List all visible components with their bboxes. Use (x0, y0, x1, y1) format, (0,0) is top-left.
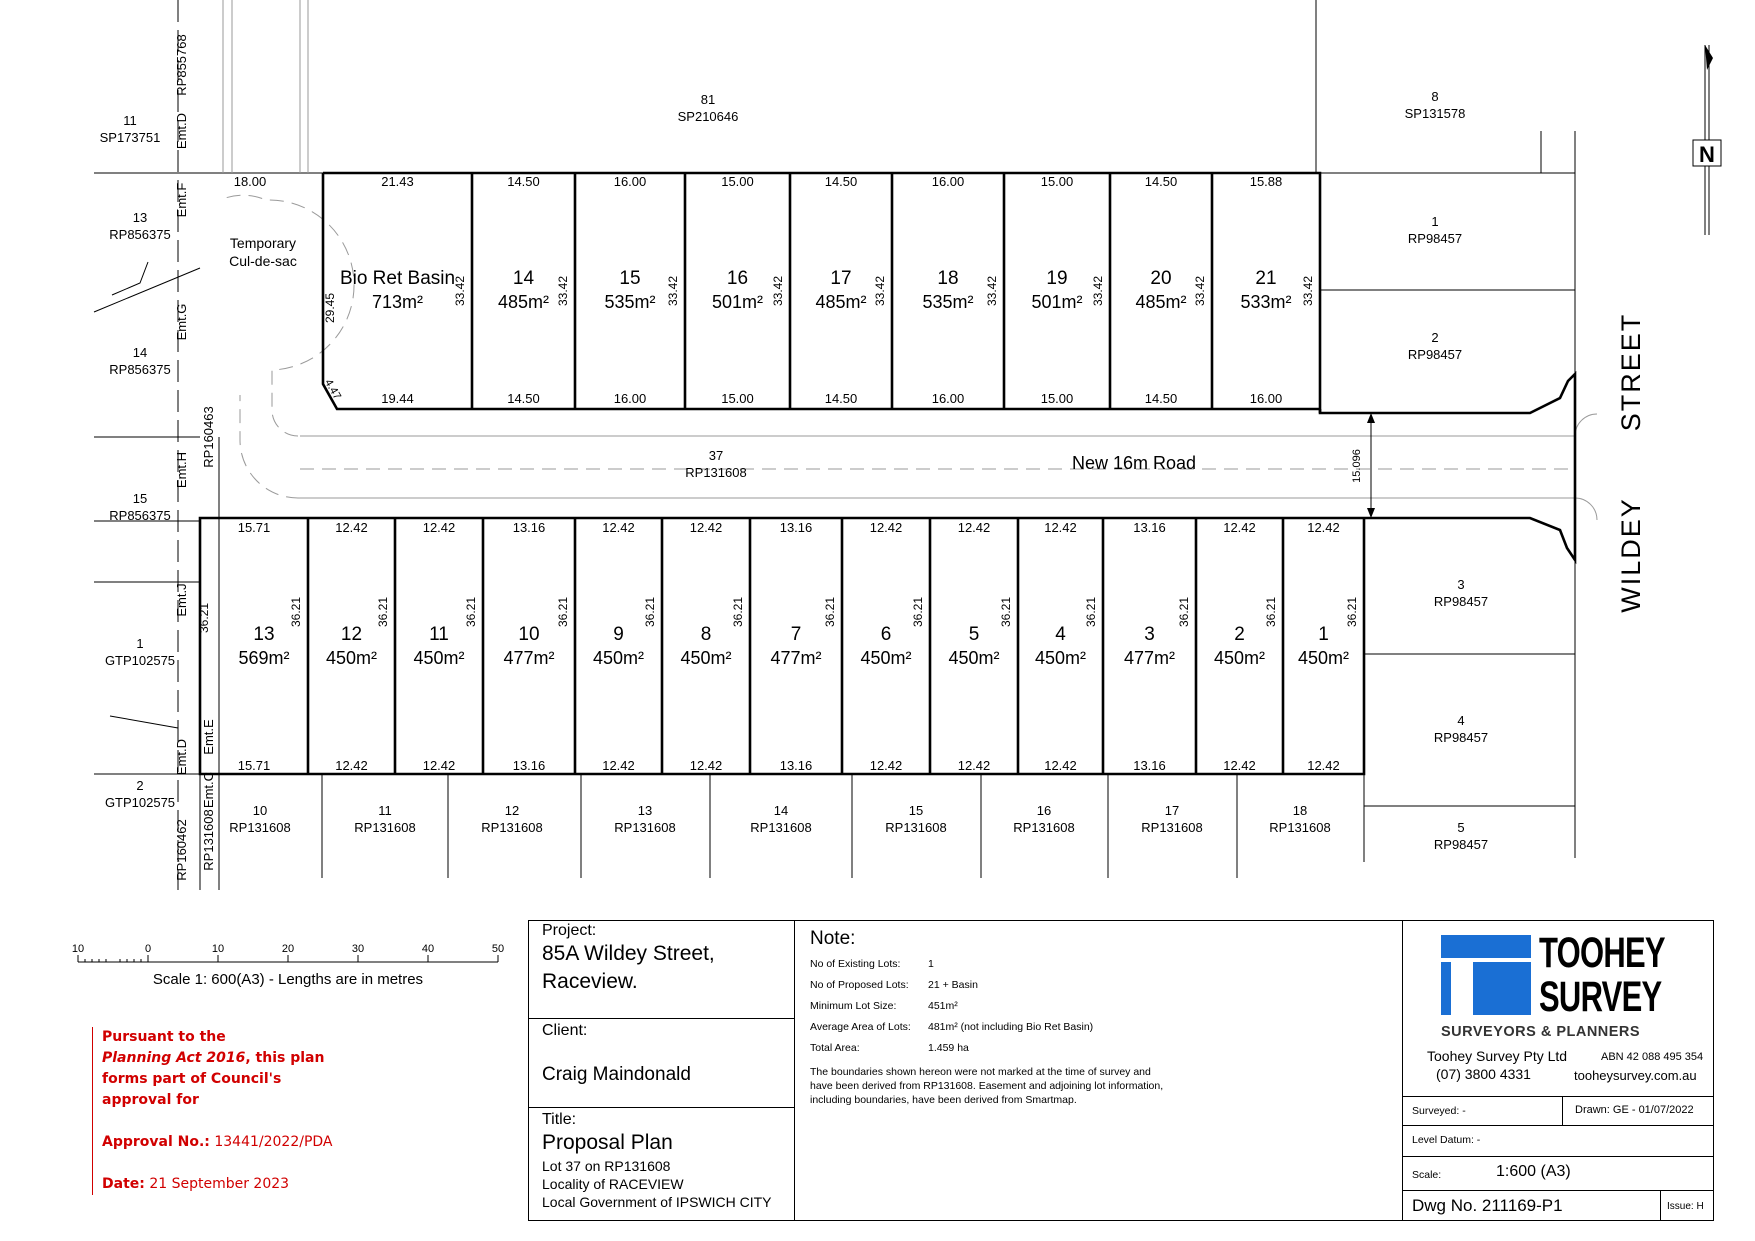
culdesac-label-2: Cul-de-sac (229, 253, 297, 269)
scale-caption: Scale 1: 600(A3) - Lengths are in metres (152, 971, 424, 988)
south-lot-plan: RP131608 (481, 820, 543, 835)
lot-boundaries (200, 173, 1575, 774)
north-label: N (1699, 142, 1715, 167)
neighbour-plan: RP856375 (109, 227, 171, 242)
south-lot-plan: RP131608 (1013, 820, 1075, 835)
project-line-2: Raceview. (542, 970, 638, 993)
lot-rear-dimension: 15.00 (1040, 391, 1074, 406)
lot-rear-dimension: 12.42 (1044, 758, 1077, 773)
lot-frontage: 15.71 (237, 520, 271, 535)
south-lot-number: 15 (908, 803, 924, 818)
culdesac-label-1: Temporary (229, 235, 297, 251)
lot-depth: 33.42 (985, 275, 999, 307)
lot-frontage: 13.16 (779, 520, 813, 535)
top-lot-labels (340, 174, 1315, 406)
lot-frontage: 12.42 (1223, 520, 1256, 535)
lot-frontage: 16.00 (613, 174, 647, 189)
lot-number: 8 (700, 624, 712, 645)
lot-number: 17 (830, 268, 852, 289)
lot-frontage: 12.42 (335, 520, 368, 535)
south-lot-labels (229, 803, 1330, 835)
approval-line-2: , this plan (245, 1050, 325, 1066)
south-lot-plan: RP131608 (1269, 820, 1331, 835)
note-paragraph-3: including boundaries, have been derived from Smartmap. (810, 1094, 1077, 1106)
label-rp160463: RP160463 (201, 406, 216, 468)
lot-frontage: 14.50 (824, 174, 858, 189)
road-lot-plan: RP131608 (685, 465, 747, 480)
lot-area: 450m² (860, 648, 912, 668)
south-lot-plan: RP131608 (750, 820, 812, 835)
street-name-street: STREET (1616, 312, 1646, 432)
lot-rear-dimension: 12.42 (869, 758, 903, 773)
lot-rear-dimension: 16.00 (613, 391, 647, 406)
lot-area: 477m² (503, 648, 555, 668)
label-emt-d-top: Emt.D (174, 112, 189, 150)
neighbour-lot-number: 14 (132, 345, 148, 360)
label-rp160462: RP160462 (174, 819, 189, 881)
note-value: 1.459 ha (928, 1042, 969, 1054)
lot-rear-dimension: 16.00 (1249, 391, 1283, 406)
south-lot-number: 14 (773, 803, 789, 818)
lot-depth: 36.21 (999, 596, 1013, 628)
lot-rear-dimension: 14.50 (824, 391, 858, 406)
title-label: Title: (542, 1111, 577, 1128)
neighbour-plan: RP856375 (109, 508, 171, 523)
lot-frontage: 16.00 (931, 174, 965, 189)
neighbour-lot-number: 3 (1457, 577, 1465, 592)
client-label: Client: (542, 1022, 588, 1039)
divider (1660, 1190, 1661, 1221)
divider (1402, 1125, 1714, 1126)
lot-depth: 36.21 (376, 596, 390, 628)
basin-corner: 4.47 (322, 377, 344, 402)
neighbour-lot-number: 1 (1431, 214, 1439, 229)
scale-tick-label: 0 (144, 943, 152, 955)
neighbour-plan: SP173751 (99, 130, 161, 145)
road-width: 15.096 (1351, 449, 1363, 483)
south-lot-number: 18 (1292, 803, 1308, 818)
divider (528, 1018, 795, 1019)
lot-number: 7 (790, 624, 802, 645)
lot-rear-dimension: 12.42 (602, 758, 635, 773)
company-phone: (07) 3800 4331 (1436, 1066, 1531, 1082)
lot-area: 450m² (1034, 648, 1087, 668)
company-website: tooheysurvey.com.au (1574, 1068, 1697, 1083)
lot-area: 713m² (371, 292, 424, 312)
scale-value: 1:600 (A3) (1496, 1163, 1571, 1180)
scale-tick-label: 20 (281, 943, 295, 955)
divider (528, 1107, 795, 1108)
neighbour-lot-number: 4 (1457, 713, 1465, 728)
south-lot-number: 16 (1036, 803, 1052, 818)
lot-number: Bio Ret Basin (339, 268, 456, 289)
lot-frontage: 12.42 (602, 520, 635, 535)
lot-area: 501m² (1031, 292, 1083, 312)
lot-rear-dimension: 15.00 (721, 391, 754, 406)
lot-depth: 36.21 (1177, 596, 1191, 628)
scale-label: Scale: (1412, 1169, 1442, 1181)
road-name: New 16m Road (1071, 453, 1197, 473)
lot-frontage: 14.50 (1144, 174, 1178, 189)
divider (1402, 1156, 1714, 1157)
lot-frontage: 15.00 (1040, 174, 1074, 189)
note-key: No of Proposed Lots: (810, 979, 909, 991)
lot-area: 450m² (1297, 648, 1350, 668)
lot-depth: 36.21 (1264, 596, 1278, 628)
lot-frontage: 12.42 (1044, 520, 1077, 535)
lot-rear-dimension: 15.71 (237, 758, 271, 773)
lot-number: 13 (253, 624, 275, 645)
neighbour-lot-number: 2 (136, 778, 144, 793)
company-abn: ABN 42 088 495 354 (1601, 1051, 1704, 1063)
label-emt-f: Emt.F (174, 182, 189, 218)
lot-depth: 33.42 (453, 275, 467, 307)
scale-tick-label: 30 (351, 943, 365, 955)
lot-frontage: 14.50 (507, 174, 540, 189)
lot-depth: 33.42 (556, 275, 570, 307)
lot-number: 4 (1055, 624, 1066, 645)
label-emt-j: Emt.J (174, 583, 189, 617)
road-width-arrow (1367, 413, 1375, 518)
lot-rear-dimension: 12.42 (689, 758, 723, 773)
note-label: Note: (810, 928, 856, 949)
lot-depth: 33.42 (1301, 275, 1315, 307)
south-lot-number: 13 (637, 803, 653, 818)
lot-rear-dimension: 12.42 (1223, 758, 1256, 773)
lot-frontage: 12.42 (689, 520, 723, 535)
lot-number: 1 (1318, 624, 1329, 645)
lot-rear-dimension: 13.16 (512, 758, 546, 773)
note-key: Total Area: (810, 1042, 860, 1054)
issue-field: Issue: H (1667, 1201, 1704, 1212)
label-emt-e: Emt.E (201, 719, 216, 755)
lot-number: 10 (518, 624, 540, 645)
council-approval-stamp (92, 1027, 333, 1195)
lot-number: 14 (512, 268, 535, 289)
approval-no-value: 13441/2022/PDA (214, 1134, 333, 1150)
lot-frontage: 13.16 (1133, 520, 1166, 535)
lot-frontage: 21.43 (381, 174, 414, 189)
lot-rear-dimension: 13.16 (779, 758, 813, 773)
lot-frontage: 15.88 (1249, 174, 1283, 189)
label-rp855768: RP855768 (174, 34, 189, 96)
approval-line-4: approval for (102, 1092, 199, 1108)
divider (1402, 920, 1403, 1221)
lot-number: 16 (726, 268, 749, 289)
south-lot-number: 12 (504, 803, 520, 818)
title-sub-2: Locality of RACEVIEW (542, 1176, 684, 1192)
label-emt-g: Emt.G (174, 303, 189, 341)
lot-frontage: 13.16 (512, 520, 546, 535)
lot-area: 535m² (604, 292, 656, 312)
lot-number: 18 (937, 268, 959, 289)
drawing-number: Dwg No. 211169-P1 (1412, 1196, 1563, 1215)
lot-number: 3 (1144, 624, 1155, 645)
company-wordmark-2: SURVEY (1539, 973, 1662, 1021)
south-lot-plan: RP131608 (229, 820, 291, 835)
lot-number: 12 (340, 624, 363, 645)
lot-depth: 36.21 (823, 596, 837, 628)
culdesac-width: 18.00 (233, 174, 267, 189)
lot-area: 485m² (1135, 292, 1187, 312)
lot-area: 477m² (770, 648, 822, 668)
lot-area: 533m² (1240, 292, 1292, 312)
approval-no-label: Approval No.: (102, 1134, 210, 1150)
neighbour-lot-number: 15 (132, 491, 148, 506)
note-value: 481m² (not including Bio Ret Basin) (928, 1021, 1094, 1033)
title-sub-3: Local Government of IPSWICH CITY (542, 1194, 772, 1210)
drawing-title: Proposal Plan (542, 1131, 673, 1154)
lot-rear-dimension: 16.00 (931, 391, 965, 406)
note-value: 451m² (928, 1000, 958, 1012)
lot-frontage: 12.42 (422, 520, 456, 535)
south-lot-plan: RP131608 (885, 820, 947, 835)
neighbour-plan: RP856375 (109, 362, 171, 377)
lot-rear-dimension: 12.42 (1307, 758, 1340, 773)
scale-bar (72, 943, 504, 962)
lot-depth: 36.21 (643, 596, 657, 628)
note-value: 1 (928, 958, 934, 970)
scale-tick-label: 10 (211, 943, 225, 955)
boundary-linework (94, 0, 1575, 890)
project-label: Project: (542, 922, 597, 939)
neighbour-plan: RP98457 (1433, 837, 1489, 852)
surveyed-field: Surveyed: - (1412, 1105, 1466, 1117)
note-paragraph-1: The boundaries shown hereon were not marked at the time of survey and (810, 1066, 1151, 1078)
note-paragraph-2: have been derived from RP131608. Easement and adjoining lot information, (810, 1080, 1164, 1092)
neighbour-plan: GTP102575 (104, 653, 176, 668)
drawn-field: Drawn: GE - 01/07/2022 (1575, 1104, 1694, 1116)
north-arrow-icon (1693, 45, 1721, 235)
note-key: No of Existing Lots: (810, 958, 901, 970)
note-key: Average Area of Lots: (810, 1021, 911, 1033)
lot-number: 6 (880, 624, 892, 645)
lot-frontage: 12.42 (869, 520, 903, 535)
lot-number: 9 (613, 624, 624, 645)
street-name-wildey: WILDEY (1616, 497, 1646, 613)
neighbour-plan: RP98457 (1433, 594, 1489, 609)
client-name: Craig Maindonald (542, 1064, 691, 1085)
lot-area: 450m² (592, 648, 645, 668)
lot-depth: 36.21 (911, 596, 925, 628)
lot-side-depth: 36.21 (197, 602, 211, 634)
south-lot-plan: RP131608 (1141, 820, 1203, 835)
lot-depth: 33.42 (666, 275, 680, 307)
company-logo (1441, 935, 1531, 1015)
neighbour-lot-number: 13 (132, 210, 148, 225)
lot-depth: 33.42 (1091, 275, 1105, 307)
lot-frontage: 15.00 (721, 174, 754, 189)
lot-number: 20 (1150, 268, 1172, 289)
note-key: Minimum Lot Size: (810, 1000, 897, 1012)
label-emt-d: Emt.D (174, 738, 189, 776)
lot-number: 11 (429, 624, 449, 645)
company-name: Toohey Survey Pty Ltd (1427, 1048, 1568, 1064)
divider (1562, 1096, 1563, 1125)
lot-number: 2 (1234, 624, 1245, 645)
neighbour-lot-number: 5 (1457, 820, 1465, 835)
lot-area: 485m² (815, 292, 867, 312)
lot-area: 569m² (238, 648, 290, 668)
title-sub-1: Lot 37 on RP131608 (542, 1158, 671, 1174)
lot-rear-dimension: 12.42 (422, 758, 456, 773)
lot-rear-dimension: 13.16 (1133, 758, 1166, 773)
lot-depth: 36.21 (289, 596, 303, 628)
scale-tick-label: 50 (491, 943, 505, 955)
approval-line-3: forms part of Council's (102, 1071, 282, 1087)
lot-number: 19 (1046, 268, 1068, 289)
approval-date-label: Date: (102, 1176, 145, 1192)
neighbour-plan: RP98457 (1407, 347, 1463, 362)
level-datum-field: Level Datum: - (1412, 1134, 1481, 1146)
south-lot-number: 17 (1164, 803, 1180, 818)
scale-tick-label: 40 (421, 943, 435, 955)
lot-rear-dimension: 14.50 (507, 391, 540, 406)
lot-number: 21 (1255, 268, 1277, 289)
bottom-lot-labels (197, 520, 1359, 773)
neighbour-plan: SP210646 (677, 109, 739, 124)
label-emt-h: Emt.H (174, 451, 189, 489)
road-lot-number: 37 (708, 448, 724, 463)
lot-rear-dimension: 14.50 (1144, 391, 1178, 406)
lot-area: 535m² (922, 292, 974, 312)
lot-area: 501m² (711, 292, 764, 312)
lot-depth: 33.42 (1193, 275, 1207, 307)
lot-area: 450m² (1213, 648, 1266, 668)
lot-area: 477m² (1123, 648, 1176, 668)
neighbour-lot-number: 2 (1431, 330, 1439, 345)
neighbour-plan: SP131578 (1404, 106, 1466, 121)
neighbour-lot-number: 81 (700, 92, 716, 107)
lot-depth: 33.42 (771, 275, 785, 307)
lot-depth: 36.21 (1345, 596, 1359, 628)
divider (1402, 1190, 1714, 1191)
lot-number: 5 (968, 624, 980, 645)
company-tagline: SURVEYORS & PLANNERS (1441, 1024, 1641, 1040)
lot-rear-dimension: 12.42 (335, 758, 368, 773)
south-lot-plan: RP131608 (614, 820, 676, 835)
note-value: 21 + Basin (928, 979, 978, 991)
lot-frontage: 12.42 (957, 520, 991, 535)
lot-area: 485m² (497, 292, 550, 312)
lot-depth: 36.21 (556, 596, 570, 628)
neighbour-plan: RP98457 (1407, 231, 1463, 246)
lot-frontage: 12.42 (1307, 520, 1340, 535)
lot-depth: 33.42 (873, 275, 887, 307)
basin-depth: 29.45 (323, 292, 337, 324)
lot-area: 450m² (948, 648, 1000, 668)
lot-number: 15 (619, 268, 641, 289)
lot-area: 450m² (413, 648, 465, 668)
divider (1402, 1096, 1714, 1097)
neighbour-lot-number: 11 (123, 113, 137, 128)
south-lot-plan: RP131608 (354, 820, 416, 835)
neighbour-plan: GTP102575 (104, 795, 176, 810)
approval-act: Planning Act 2016 (102, 1050, 246, 1066)
lot-rear-dimension: 12.42 (957, 758, 991, 773)
label-rp131608-vertical: RP131608 (201, 809, 216, 871)
lot-rear-dimension: 19.44 (381, 391, 414, 406)
neighbour-plan: RP98457 (1433, 730, 1489, 745)
neighbour-lot-number: 8 (1431, 89, 1439, 104)
label-emt-c: Emt.C (201, 771, 216, 809)
scale-tick-label: 10 (71, 943, 85, 955)
lot-depth: 36.21 (731, 596, 745, 628)
road-edges (220, 195, 1597, 520)
approval-line-1: Pursuant to the (102, 1029, 226, 1045)
lot-area: 450m² (680, 648, 732, 668)
lot-area: 450m² (325, 648, 378, 668)
company-wordmark-1: TOOHEY (1539, 929, 1665, 977)
project-line-1: 85A Wildey Street, (542, 942, 715, 965)
lot-depth: 36.21 (464, 596, 478, 628)
south-lot-number: 10 (252, 803, 268, 818)
lot-depth: 36.21 (1084, 596, 1098, 628)
approval-date-value: 21 September 2023 (149, 1176, 290, 1192)
south-lot-number: 11 (378, 803, 392, 818)
neighbour-lot-number: 1 (136, 636, 144, 651)
